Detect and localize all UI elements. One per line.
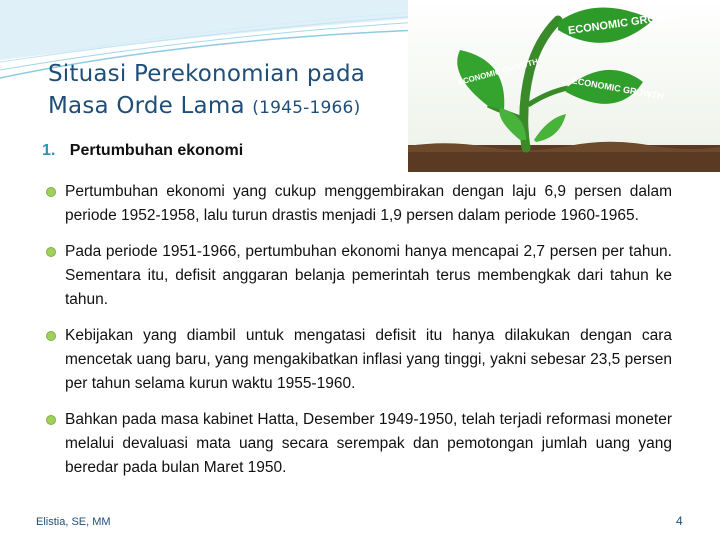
bullet-dot-icon [46, 331, 56, 341]
bullet-item [46, 324, 672, 396]
bullet-list [46, 180, 672, 492]
leaf-text-top: ECONOMIC GROWTH [567, 9, 682, 38]
leaf-text-left: ECONOMIC GROWTH [456, 57, 540, 88]
section-heading [42, 142, 243, 160]
bullet-text: Pada periode 1951-1966, pertumbuhan ekonomi hanya mencapai 2,7 persen per tahun. Sementara itu, defisit anggaran belanja pemerintah terus membengkak dari tahun ke tahun. [65, 243, 672, 308]
title-line-2-wrapper [48, 90, 408, 124]
bullet-dot-icon [46, 415, 56, 425]
bullet-dot-icon [46, 247, 56, 257]
title-line-1: Situasi Perekonomian pada [48, 61, 366, 87]
economic-growth-plant-image [408, 0, 720, 172]
bullet-text: Kebijakan yang diambil untuk mengatasi defisit itu hanya dilakukan dengan cara mencetak uang baru, yang mengakibatkan inflasi yang tinggi, yakni sebesar 23,5 persen per tahun selama kurun waktu 1955-1960. [65, 327, 672, 392]
bullet-item [46, 240, 672, 312]
slide-title [48, 58, 408, 124]
title-years: (1945-1966) [252, 98, 361, 118]
footer-author: Elistia, SE, MM [36, 516, 111, 528]
bullet-text: Pertumbuhan ekonomi yang cukup menggembirakan dengan laju 6,9 persen dalam periode 1952-1958, lalu turun drastis menjadi 1,9 persen dalam periode 1960-1965. [65, 183, 672, 224]
section-number: 1. [42, 142, 56, 159]
bullet-item [46, 408, 672, 480]
bullet-text: Bahkan pada masa kabinet Hatta, Desember 1949-1950, telah terjadi reformasi moneter melalui devaluasi mata uang secara serempak dan pemotongan jumlah uang yang beredar pada bulan Maret 1950. [65, 411, 672, 476]
bullet-dot-icon [46, 187, 56, 197]
page-number: 4 [676, 514, 683, 528]
leaf-text-right: ECONOMIC GROWTH [571, 75, 665, 102]
title-line-2: Masa Orde Lama [48, 93, 245, 119]
section-heading-text: Pertumbuhan ekonomi [69, 142, 244, 159]
bullet-item [46, 180, 672, 228]
